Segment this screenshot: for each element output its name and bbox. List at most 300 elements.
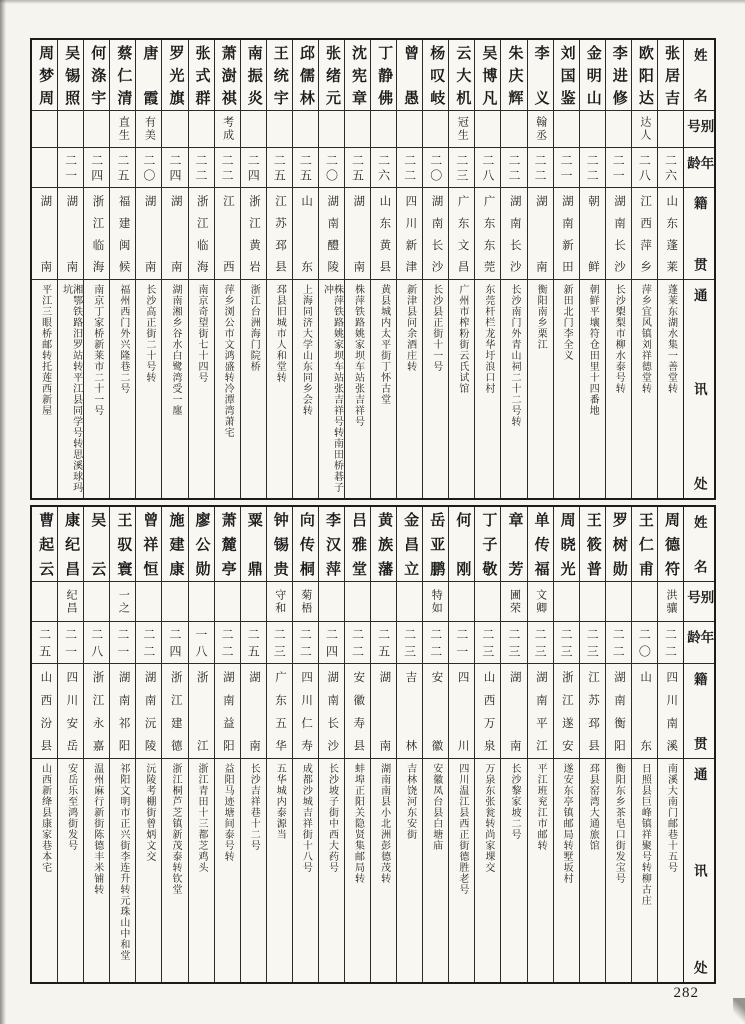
person-origin: 湖南 <box>508 671 521 751</box>
person-name-cell <box>658 40 683 110</box>
person-name-cell <box>528 40 553 110</box>
person-origin: 江苏邳县 <box>586 671 599 751</box>
person-age: 二二 <box>350 628 365 657</box>
person-origin: 湖南沅陵 <box>143 671 156 751</box>
person-column <box>500 40 526 498</box>
person-address-cell <box>371 279 396 498</box>
header-name-label: 姓名 <box>691 515 707 573</box>
person-column <box>474 507 500 982</box>
person-name: 沈宪章 <box>350 45 367 105</box>
person-age-cell <box>58 147 83 187</box>
person-age: 二四 <box>167 628 182 657</box>
person-origin: 浙江建德 <box>169 671 182 751</box>
person-address: 浙江青田十三都芝鸡头 <box>196 763 208 873</box>
person-address: 沅陵考棚街曾炳文交 <box>143 763 155 862</box>
person-origin-cell <box>293 187 318 279</box>
person-age-cell <box>319 621 344 663</box>
person-name-cell <box>423 507 448 581</box>
person-address: 南京丁家桥新莱市二十一号 <box>91 284 103 416</box>
person-column <box>579 507 605 982</box>
header-age-cell <box>684 147 714 187</box>
person-address-cell <box>423 758 448 982</box>
person-column <box>527 40 553 498</box>
person-byname-cell <box>241 110 266 147</box>
person-age: 二二 <box>533 154 548 181</box>
person-age: 一八 <box>194 628 209 657</box>
person-age-cell <box>110 621 135 663</box>
person-origin: 山东黄县 <box>378 195 391 272</box>
person-byname-cell <box>267 581 292 621</box>
person-byname-cell <box>528 110 553 147</box>
person-age: 二三 <box>402 628 417 657</box>
person-name: 金昌立 <box>402 512 419 576</box>
person-address-cell <box>658 279 683 498</box>
person-age: 二二 <box>402 154 417 181</box>
person-name-cell <box>606 40 631 110</box>
person-age: 二五 <box>350 154 365 181</box>
person-name: 何涤宇 <box>89 45 106 105</box>
person-address-cell <box>449 758 474 982</box>
person-address: 广州市榨粉街云氏试馆 <box>456 284 468 394</box>
person-name-cell <box>58 507 83 581</box>
person-age: 二一 <box>63 628 78 657</box>
person-origin-cell <box>162 187 187 279</box>
person-column <box>135 40 161 498</box>
person-byname-cell <box>632 581 657 621</box>
person-name-cell <box>449 507 474 581</box>
person-age-cell <box>241 621 266 663</box>
person-age: 二三 <box>533 628 548 657</box>
person-byname-cell <box>371 110 396 147</box>
person-name: 萧澍祺 <box>219 45 236 105</box>
person-column <box>57 507 83 982</box>
person-name-cell <box>319 40 344 110</box>
person-age: 二一 <box>559 154 574 181</box>
person-address-cell <box>110 758 135 982</box>
person-address: 邳县旧城市人和堂转 <box>274 284 286 383</box>
person-column <box>631 40 657 498</box>
person-name: 南振炎 <box>245 45 262 105</box>
person-byname: 洪骧 <box>664 588 677 615</box>
person-age: 二四 <box>89 154 104 181</box>
person-age: 二八 <box>89 628 104 657</box>
person-byname: 直生 <box>117 116 130 142</box>
person-age: 二二 <box>506 154 521 181</box>
person-byname-cell <box>32 581 57 621</box>
person-byname-cell <box>475 110 500 147</box>
person-age: 二五 <box>115 154 130 181</box>
person-address: 蓬莱东湖水集一善堂转 <box>665 284 677 394</box>
person-address-cell <box>162 279 187 498</box>
person-age-cell <box>32 621 57 663</box>
person-name-cell <box>658 507 683 581</box>
person-address-cell <box>528 279 553 498</box>
person-byname-cell <box>501 581 526 621</box>
person-name: 王统宇 <box>271 45 288 105</box>
person-address: 万泉东张瓮转尚家堁交 <box>482 763 494 873</box>
person-address: 日照县巨峰镇祥聚号转柳古庄 <box>639 763 651 906</box>
header-byname-label: 别号 <box>685 119 714 133</box>
person-name-cell <box>84 40 109 110</box>
person-age: 二三 <box>585 628 600 657</box>
person-name-cell <box>345 40 370 110</box>
person-origin-cell <box>449 187 474 279</box>
person-name-cell <box>528 507 553 581</box>
person-name-cell <box>319 507 344 581</box>
person-origin-cell <box>580 663 605 758</box>
person-address-cell <box>319 758 344 982</box>
person-address-cell <box>136 279 161 498</box>
person-name-cell <box>189 40 214 110</box>
person-name-cell <box>215 40 240 110</box>
person-address-cell <box>84 279 109 498</box>
person-address-cell <box>632 279 657 498</box>
person-origin-cell <box>241 187 266 279</box>
person-column <box>83 507 109 982</box>
person-name: 罗树勋 <box>610 512 627 576</box>
person-origin: 湖南 <box>143 195 156 272</box>
person-name-cell <box>267 507 292 581</box>
person-age: 二二 <box>428 628 443 657</box>
directory-table-lower <box>30 505 716 984</box>
person-origin: 湖南衡阳 <box>613 671 626 751</box>
person-address: 长沙坡子街中西大药号 <box>326 763 338 873</box>
person-byname-cell <box>449 581 474 621</box>
person-age: 二〇 <box>637 628 652 657</box>
person-address: 浙江台洲海门院桥 <box>248 284 260 372</box>
person-age-cell <box>241 147 266 187</box>
person-column <box>448 507 474 982</box>
header-address-label: 通讯处 <box>691 767 707 974</box>
person-name-cell <box>241 40 266 110</box>
person-address-cell <box>475 758 500 982</box>
person-origin-cell <box>632 187 657 279</box>
person-name: 曾祥恒 <box>141 512 158 576</box>
person-name-cell <box>475 507 500 581</box>
person-column <box>474 40 500 498</box>
person-age: 二二 <box>220 154 235 181</box>
person-origin-cell <box>501 187 526 279</box>
person-name: 何刚 <box>454 512 471 576</box>
person-byname: 文卿 <box>534 588 547 615</box>
person-address-cell <box>267 758 292 982</box>
person-name-cell <box>606 507 631 581</box>
person-byname-cell <box>501 110 526 147</box>
person-address: 衡阳东乡茶皂口街发宝号 <box>613 763 625 884</box>
person-name-cell <box>371 40 396 110</box>
person-origin-cell <box>501 663 526 758</box>
person-origin-cell <box>345 187 370 279</box>
person-name: 王驭寰 <box>115 512 132 576</box>
person-byname-cell <box>58 581 83 621</box>
person-address-cell <box>267 279 292 498</box>
person-name: 金明山 <box>584 45 601 105</box>
person-address: 温州麻行新街陈德丰米铺转 <box>91 763 103 895</box>
person-address-cell <box>658 758 683 982</box>
header-address-cell <box>684 279 714 498</box>
person-age-cell <box>397 621 422 663</box>
person-name: 张居吉 <box>662 45 679 105</box>
person-age: 二四 <box>324 628 339 657</box>
person-byname-cell <box>84 581 109 621</box>
person-byname-cell <box>371 581 396 621</box>
person-address-cell <box>449 279 474 498</box>
person-byname-cell <box>606 581 631 621</box>
person-address-cell <box>632 758 657 982</box>
person-address-cell <box>110 279 135 498</box>
person-address: 湖南南县小北洲彭德茂转 <box>378 763 390 884</box>
person-name: 康纪昌 <box>63 512 80 576</box>
person-column <box>83 40 109 498</box>
person-name-cell <box>632 507 657 581</box>
person-name: 黄族藩 <box>376 512 393 576</box>
person-address: 山西新绛县康家巷本宅 <box>39 763 51 873</box>
person-origin: 四川 <box>456 671 469 751</box>
person-origin: 湖南益阳 <box>221 671 234 751</box>
person-age-cell <box>475 621 500 663</box>
person-name-cell <box>371 507 396 581</box>
person-age-cell <box>189 147 214 187</box>
person-name-cell <box>449 40 474 110</box>
person-age: 二〇 <box>428 154 443 181</box>
person-age: 二一 <box>454 628 469 657</box>
person-name: 李义 <box>532 45 549 105</box>
person-age: 二二 <box>141 628 156 657</box>
person-address-cell <box>162 758 187 982</box>
person-column <box>292 40 318 498</box>
person-age-cell <box>162 147 187 187</box>
person-name-cell <box>345 507 370 581</box>
scan-corner-mark <box>733 998 745 1024</box>
person-name-cell <box>32 40 57 110</box>
person-origin: 浙江 <box>195 671 208 751</box>
person-name: 云大机 <box>454 45 471 105</box>
person-origin-cell <box>475 663 500 758</box>
person-byname-cell <box>215 581 240 621</box>
person-column <box>318 507 344 982</box>
person-name-cell <box>162 507 187 581</box>
person-address: 蚌埠正阳关隐贤集邮局转 <box>352 763 364 884</box>
person-byname-cell <box>136 110 161 147</box>
person-address-cell <box>554 279 579 498</box>
person-address-cell <box>528 758 553 982</box>
person-origin: 江西 <box>221 195 234 272</box>
person-age-cell <box>501 147 526 187</box>
person-address-cell <box>32 758 57 982</box>
person-origin-cell <box>293 663 318 758</box>
person-origin-cell <box>606 663 631 758</box>
person-origin: 四川仁寿 <box>300 671 313 751</box>
person-byname-cell <box>189 110 214 147</box>
person-address: 衡阳南乡栗江 <box>535 284 547 350</box>
person-column <box>266 507 292 982</box>
person-origin: 湖南 <box>352 195 365 272</box>
person-address: 湘鄂铁路汨罗站转平江县同学号转思溪球玛坑 <box>60 284 82 493</box>
person-origin: 浙江遂安 <box>560 671 573 751</box>
person-origin: 湖南 <box>39 195 52 272</box>
header-byname-cell <box>684 581 714 621</box>
person-name-cell <box>267 40 292 110</box>
person-age: 二三 <box>480 628 495 657</box>
person-age: 二五 <box>246 628 261 657</box>
person-byname-cell <box>632 110 657 147</box>
person-origin: 朝鲜 <box>586 195 599 272</box>
person-byname: 守和 <box>273 588 286 615</box>
person-address-cell <box>136 758 161 982</box>
person-name-cell <box>554 40 579 110</box>
person-column <box>32 507 57 982</box>
person-age: 二一 <box>63 154 78 181</box>
person-byname: 特如 <box>430 588 443 615</box>
person-origin: 四川南溪 <box>665 671 678 751</box>
person-address: 长沙高正街二十号转 <box>143 284 155 383</box>
person-name: 王筱普 <box>584 512 601 576</box>
person-age: 二五 <box>376 628 391 657</box>
person-age: 二八 <box>637 154 652 181</box>
person-address: 新津县问余酒庄转 <box>404 284 416 372</box>
header-origin-label: 籍贯 <box>691 672 707 750</box>
person-name: 吕雅堂 <box>350 512 367 576</box>
person-address: 浙江桐芦芝镇新茂泰转钦堂 <box>169 763 181 895</box>
person-column <box>396 40 422 498</box>
person-name-cell <box>189 507 214 581</box>
person-name: 章芳 <box>506 512 523 576</box>
person-address: 安徽凤台县白塘庙 <box>430 763 442 851</box>
person-origin: 广东文昌 <box>456 195 469 272</box>
person-age-cell <box>423 621 448 663</box>
person-origin: 湖南 <box>65 195 78 272</box>
person-name-cell <box>241 507 266 581</box>
person-origin: 湖南 <box>534 195 547 272</box>
person-address: 益阳马迹塘间泰号转 <box>222 763 234 862</box>
person-byname-cell <box>136 581 161 621</box>
header-age-label: 年龄 <box>685 156 714 170</box>
person-age-cell <box>528 621 553 663</box>
person-column <box>318 40 344 498</box>
person-address: 祁阳文明市正兴街李连升转元珠山中和堂 <box>117 763 129 961</box>
person-byname-cell <box>606 110 631 147</box>
person-origin-cell <box>397 663 422 758</box>
person-address: 南溪大南门邮巷十五号 <box>665 763 677 873</box>
header-origin-cell <box>684 663 714 758</box>
person-age-cell <box>319 147 344 187</box>
person-origin-cell <box>136 187 161 279</box>
person-age: 二三 <box>454 154 469 181</box>
person-name: 吴博凡 <box>480 45 497 105</box>
person-origin-cell <box>449 663 474 758</box>
person-name-cell <box>293 40 318 110</box>
person-origin-cell <box>632 663 657 758</box>
header-name-cell <box>684 40 714 110</box>
person-address: 株萍铁路姚家坝车站张吉祥号 <box>352 284 364 427</box>
person-address-cell <box>606 758 631 982</box>
person-name: 单传福 <box>532 512 549 576</box>
person-age-cell <box>32 147 57 187</box>
person-byname-cell <box>423 581 448 621</box>
person-name: 周梦周 <box>37 45 54 105</box>
person-origin-cell <box>267 663 292 758</box>
person-name: 邱儒林 <box>297 45 314 105</box>
person-name: 向传桐 <box>297 512 314 576</box>
person-column <box>605 507 631 982</box>
person-column <box>57 40 83 498</box>
person-origin-cell <box>658 187 683 279</box>
person-address-cell <box>189 279 214 498</box>
person-column <box>188 507 214 982</box>
person-address: 南京奇望街七十四号 <box>196 284 208 383</box>
person-age-cell <box>136 147 161 187</box>
person-origin-cell <box>189 663 214 758</box>
person-age: 二四 <box>167 154 182 181</box>
person-name-cell <box>84 507 109 581</box>
header-column <box>683 507 714 982</box>
person-byname-cell <box>58 110 83 147</box>
person-age-cell <box>293 147 318 187</box>
person-age: 二二 <box>220 628 235 657</box>
person-column <box>553 40 579 498</box>
person-name: 唐霞 <box>141 45 158 105</box>
person-column <box>448 40 474 498</box>
person-age: 二八 <box>480 154 495 181</box>
person-origin-cell <box>58 663 83 758</box>
person-address-cell <box>58 279 83 498</box>
person-age-cell <box>84 621 109 663</box>
person-age-cell <box>632 147 657 187</box>
person-byname-cell <box>319 110 344 147</box>
person-origin: 湖南平江 <box>534 671 547 751</box>
person-name-cell <box>501 507 526 581</box>
person-age: 二二 <box>611 628 626 657</box>
person-address-cell <box>423 279 448 498</box>
person-column <box>500 507 526 982</box>
person-column <box>135 507 161 982</box>
person-column <box>188 40 214 498</box>
person-origin-cell <box>580 187 605 279</box>
person-origin: 江西萍乡 <box>639 195 652 272</box>
person-origin: 江苏邳县 <box>274 195 287 272</box>
person-column <box>422 507 448 982</box>
person-address-cell <box>32 279 57 498</box>
person-name-cell <box>580 40 605 110</box>
person-origin-cell <box>658 663 683 758</box>
person-age-cell <box>84 147 109 187</box>
person-origin: 湖南新田 <box>560 195 573 272</box>
person-byname-cell <box>580 110 605 147</box>
person-age-cell <box>580 621 605 663</box>
person-byname-cell <box>475 581 500 621</box>
person-age-cell <box>554 147 579 187</box>
person-byname-cell <box>215 110 240 147</box>
person-name: 廖公勋 <box>193 512 210 576</box>
person-age-cell <box>606 147 631 187</box>
person-age-cell <box>397 147 422 187</box>
person-address-cell <box>606 279 631 498</box>
person-address: 东莞杆栏龙华圩浪口村 <box>482 284 494 394</box>
person-address: 成都沙城吉祥街十八号 <box>300 763 312 873</box>
person-name-cell <box>215 507 240 581</box>
person-byname: 考成 <box>221 116 234 142</box>
person-age-cell <box>632 621 657 663</box>
person-address: 安岳乐至鸿街发号 <box>65 763 77 851</box>
person-name-cell <box>580 507 605 581</box>
person-name: 朱庆辉 <box>506 45 523 105</box>
person-age: 二四 <box>246 154 261 181</box>
person-name: 岳亚鹏 <box>428 512 445 576</box>
person-age-cell <box>554 621 579 663</box>
person-name-cell <box>136 40 161 110</box>
person-column <box>109 507 135 982</box>
person-age: 二六 <box>663 154 678 181</box>
